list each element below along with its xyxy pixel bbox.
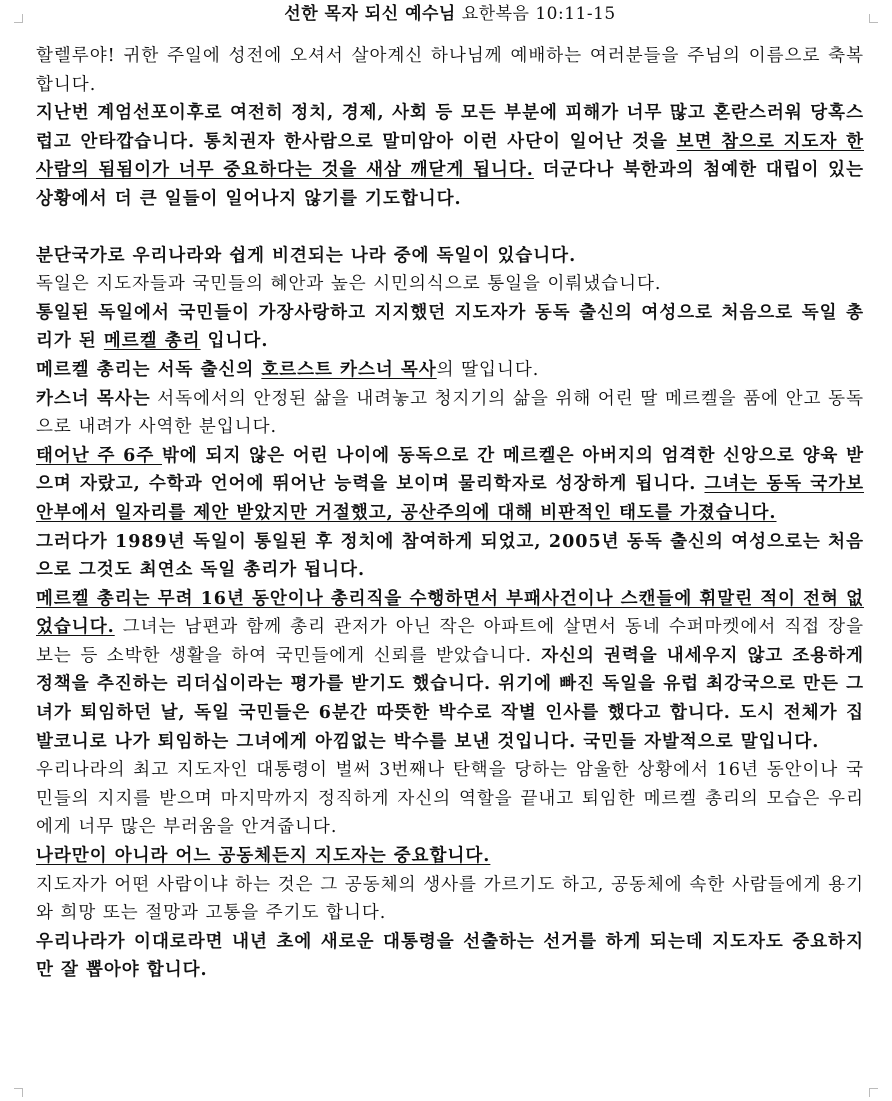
paragraph-merkel-youth — [36, 442, 864, 528]
blank-line — [36, 214, 864, 242]
text-run: 그러다가 1989년 독일이 통일된 후 정치에 참여하게 되었고, 2005년 동독 출신의 여성으로는 처음으로 그것도 최연소 독일 총리가 됩니다. — [36, 531, 864, 581]
text-run: 입니다. — [200, 331, 269, 352]
paragraph-merkel-politics — [36, 528, 864, 585]
paragraph-merkel-father — [36, 356, 864, 385]
text-run: 서독에서의 안정된 삶을 내려놓고 청지기의 삶을 위해 어린 딸 메르켈을 품에 안고 동독으로 내려가 사역한 분입니다. — [36, 388, 864, 438]
page-corner-mark — [869, 14, 878, 23]
sermon-title: 선한 목자 되신 예수님 — [284, 4, 456, 24]
text-run: 분단국가로 우리나라와 쉽게 비견되는 나라 중에 독일이 있습니다. — [36, 245, 577, 266]
underlined-text: 메르켈 총리는 무려 16년 동안이나 총리직을 수행하면서 부패사건이나 스캔들에 휘말린 적이 전혀 없었습니다. — [36, 588, 864, 638]
paragraph-martial-law — [36, 99, 864, 213]
text-run: 그녀는 남편과 함께 총리 관저가 아닌 작은 아파트에 살면서 동네 수퍼마켓에서 직접 장을 보는 등 소박한 생활을 하여 국민들에게 신뢰를 받았습니다. — [36, 617, 864, 666]
text-run: 지도자가 어떤 사람이냐 하는 것은 그 공동체의 생사를 가르기도 하고, 공동체에 속한 사람들에게 용기와 희망 또는 절망과 고통을 주기도 합니다. — [36, 874, 864, 924]
paragraph-korea-comparison — [36, 756, 864, 842]
text-run: 더군다나 북한과의 첨예한 대립이 있는 상황에서 더 큰 일들이 일어나지 않기를 기도합니다. — [36, 160, 864, 209]
text-run: 지난번 계엄선포이후로 여전히 정치, 경제, 사회 등 모든 부분에 피해가 너무 많고 혼란스러워 당혹스럽고 안타깝습니다. 통치권자 한사람으로 말미암아 이런 사단이 일어난 것을 — [36, 103, 864, 152]
text-run: 독일은 지도자들과 국민들의 혜안과 높은 시민의식으로 통일을 이뤄냈습니다. — [36, 274, 662, 295]
underlined-text: 태어난 주 6주 — [36, 445, 163, 466]
scripture-reference: 요한복음 10:11-15 — [455, 4, 616, 24]
paragraph-kasner-ministry — [36, 385, 864, 442]
document-page[interactable] — [36, 0, 864, 985]
paragraph-germany-unification — [36, 270, 864, 299]
page-corner-mark — [14, 1088, 23, 1097]
paragraph-leader-role — [36, 871, 864, 928]
text-run: 밖에 되지 않은 어린 나이에 동독으로 간 메르켈은 아버지의 엄격한 신앙으로 양육 받으며 자랐고, 수학과 언어에 뛰어난 능력을 보이며 물리학자로 성장하게 됩니다. — [36, 445, 864, 495]
underlined-text: 나라만이 아니라 어느 공동체든지 지도자는 중요합니다. — [36, 846, 491, 867]
document-title — [36, 3, 864, 25]
paragraph-greeting — [36, 42, 864, 99]
paragraph-merkel-intro — [36, 299, 864, 356]
paragraph-divided-nation — [36, 242, 864, 271]
paragraph-leader-importance — [36, 842, 864, 871]
underlined-text: 호르스트 카스너 목사 — [261, 359, 437, 380]
underlined-text: 보면 참으로 지도자 한 사람의 됨됨이가 너무 중요하다는 것을 새삼 깨닫게 됩니다. — [36, 131, 864, 181]
text-run: 우리나라의 최고 지도자인 대통령이 벌써 3번째나 탄핵을 당하는 암울한 상황에서 16년 동안이나 국민들의 지지를 받으며 마지막까지 정직하게 자신의 역할을 끝내고 퇴임한 메르켈 총리의 모습은 우리에게 너무 많은 부러움을 안겨줍니다. — [36, 760, 864, 838]
text-run: 의 딸입니다. — [436, 359, 540, 380]
paragraph-merkel-integrity — [36, 585, 864, 757]
page-corner-mark — [869, 1088, 878, 1097]
page-corner-mark — [14, 14, 23, 23]
text-run: 카스너 목사는 — [36, 388, 151, 409]
text-run: 자신의 권력을 내세우지 않고 조용하게 정책을 추진하는 리더십이라는 평가를 받기도 했습니다. 위기에 빠진 독일을 유럽 최강국으로 만든 그녀가 퇴임하던 날, 독일 국민들은 6분간 따뜻한 박수로 작별 인사를 했다고 합니다. 도시 전체가 집 발코니로 나가 퇴임하는 그녀에게 아낌없는 박수를 보낸 것입니다. 국민들 자발적으로 말입니다. — [36, 645, 864, 752]
text-run: 우리나라가 이대로라면 내년 초에 새로운 대통령을 선출하는 선거를 하게 되는데 지도자도 중요하지만 잘 뽑아야 합니다. — [36, 931, 864, 981]
underlined-text: 그녀는 동독 국가보안부에서 일자리를 제안 받았지만 거절했고, 공산주의에 대해 비판적인 태도를 가졌습니다. — [36, 474, 864, 523]
text-run: 통일된 독일에서 국민들이 가장사랑하고 지지했던 지도자가 동독 출신의 여성으로 처음으로 독일 총리가 된 — [36, 302, 864, 352]
paragraph-election — [36, 928, 864, 985]
text-run: 메르켈 총리는 서독 출신의 — [36, 359, 262, 380]
underlined-text: 메르켈 총리 — [103, 331, 201, 352]
text-run: 할렐루야! 귀한 주일에 성전에 오셔서 살아계신 하나님께 예배하는 여러분들을 주님의 이름으로 축복합니다. — [36, 46, 864, 95]
